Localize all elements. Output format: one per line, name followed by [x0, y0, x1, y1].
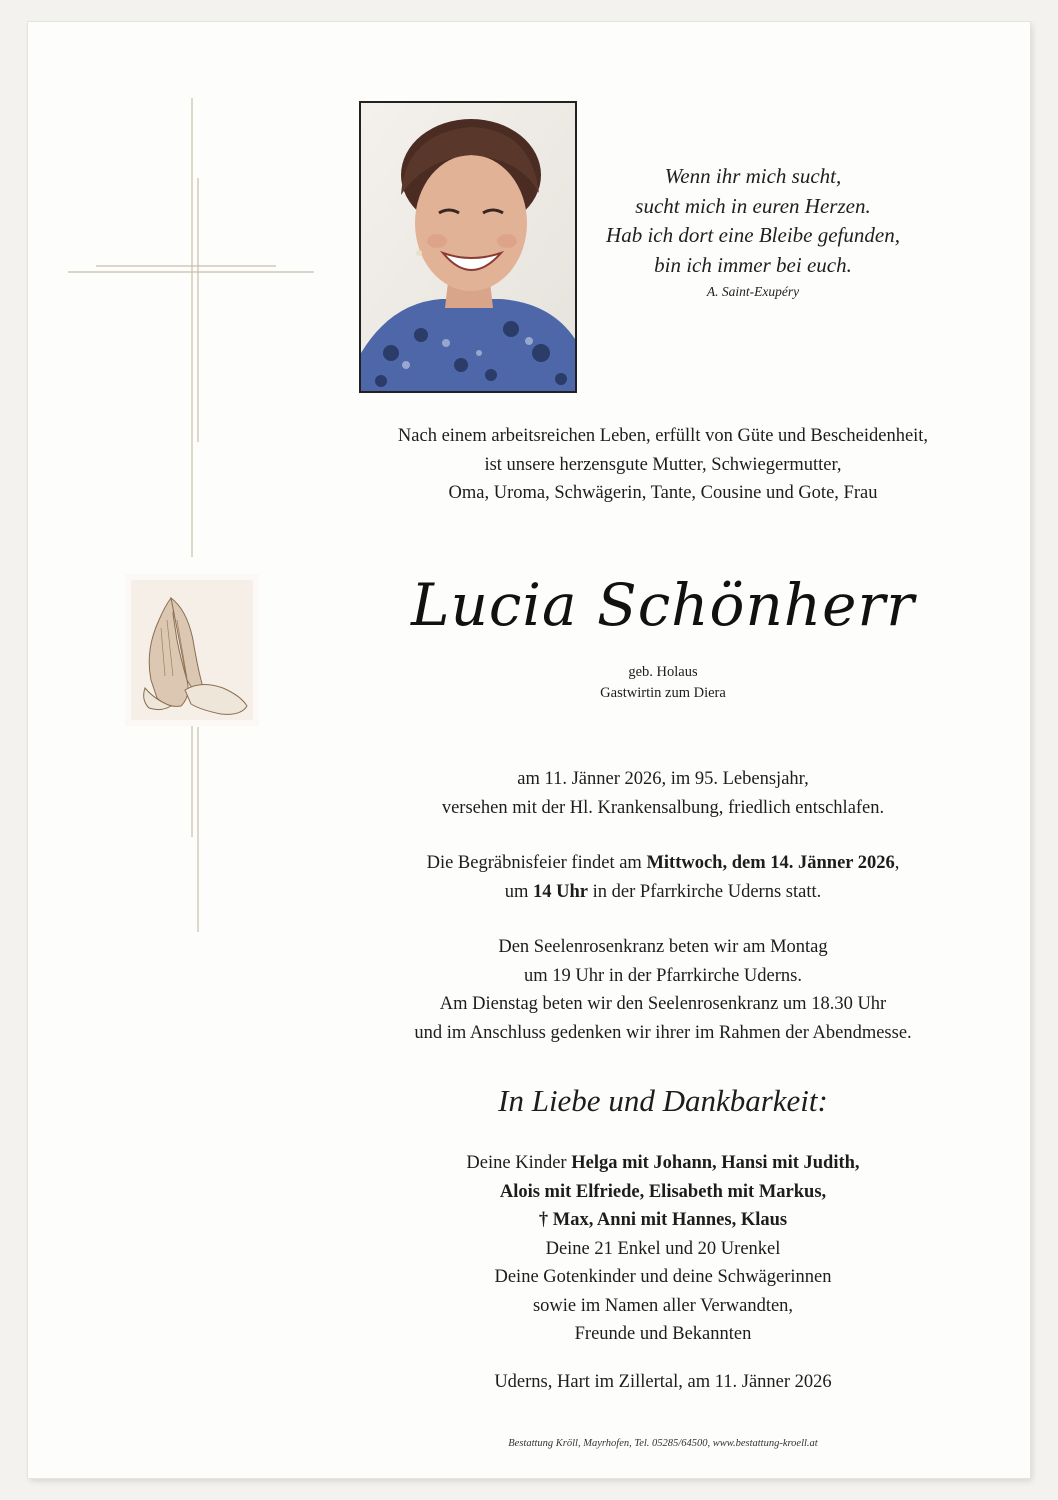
- portrait-photo: [359, 101, 577, 393]
- mourners-list: [318, 1149, 1008, 1349]
- quote-line: sucht mich in euren Herzen.: [635, 193, 871, 218]
- family-text: Deine Kinder: [466, 1153, 572, 1173]
- intro-line: Nach einem arbeitsreichen Leben, erfüllt von Güte und Bescheidenheit,: [397, 426, 929, 446]
- occupation: Gastwirtin zum Diera: [600, 685, 726, 701]
- intro-text: [318, 422, 1008, 508]
- godchildren-line: Deine Gotenkinder und deine Schwägerinnen: [494, 1267, 832, 1287]
- obituary-page: [28, 22, 1030, 1478]
- memorial-quote: [588, 162, 918, 304]
- maiden-name: geb. Holaus: [628, 664, 698, 680]
- deceased-cross-icon: †: [538, 1210, 553, 1230]
- quote-line: Hab ich dort eine Bleibe gefunden,: [606, 223, 900, 247]
- intro-line: ist unsere herzensgute Mutter, Schwiegermutter,: [484, 454, 842, 475]
- quote-line: bin ich immer bei euch.: [654, 252, 852, 277]
- grandchildren-line: Deine 21 Enkel und 20 Urenkel: [545, 1238, 781, 1259]
- funeral-text: in der Pfarrkirche Uderns statt.: [588, 881, 822, 902]
- children-names: Max, Anni mit Hannes, Klaus: [552, 1210, 788, 1230]
- funeral-date: Mittwoch, dem 14. Jänner 2026: [646, 853, 895, 873]
- funeral-text: Die Begräbnisfeier findet am: [426, 853, 647, 873]
- death-date-line: am 11. Jänner 2026, im 95. Lebensjahr,: [517, 769, 809, 789]
- death-sacrament-line: versehen mit der Hl. Krankensalbung, friedlich entschlafen.: [441, 797, 885, 818]
- relatives-line: sowie im Namen aller Verwandten,: [532, 1295, 794, 1316]
- funeral-time-line: [318, 878, 1008, 907]
- children-names: Alois mit Elfriede, Elisabeth mit Markus,: [499, 1181, 827, 1202]
- rosary-line: und im Anschluss gedenken wir ihrer im Rahmen der Abendmesse.: [414, 1022, 912, 1043]
- funeral-time: 14 Uhr: [533, 881, 589, 902]
- quote-line: Wenn ihr mich sucht,: [664, 164, 842, 188]
- funeral-notice: [318, 849, 1008, 906]
- children-line: [318, 1149, 1008, 1178]
- cross-ornament: [28, 22, 358, 962]
- children-line: [318, 1178, 1008, 1207]
- death-notice: [318, 765, 1008, 822]
- thanks-heading: In Liebe und Dankbarkeit:: [498, 1083, 828, 1118]
- quote-author: A. Saint-Exupéry: [706, 284, 800, 299]
- funeral-text: ,: [894, 853, 900, 873]
- rosary-notice: [318, 933, 1008, 1047]
- funeral-date-line: [318, 849, 1008, 878]
- rosary-line: Den Seelenrosenkranz beten wir am Montag: [498, 937, 828, 957]
- deceased-name: Lucia Schönherr: [411, 571, 915, 639]
- friends-line: Freunde und Bekannten: [574, 1324, 752, 1344]
- funeral-text: um: [504, 881, 534, 902]
- intro-line: Oma, Uroma, Schwägerin, Tante, Cousine und Gote, Frau: [448, 483, 878, 503]
- rosary-line: Am Dienstag beten wir den Seelenrosenkranz um 18.30 Uhr: [439, 994, 887, 1014]
- funeral-home-footer: Bestattung Kröll, Mayrhofen, Tel. 05285/64500, www.bestattung-kroell.at: [508, 1438, 818, 1449]
- deceased-details: [318, 662, 1008, 704]
- children-line: [318, 1206, 1008, 1235]
- praying-hands-image: [131, 580, 253, 720]
- place-date: Uderns, Hart im Zillertal, am 11. Jänner 2026: [494, 1372, 832, 1392]
- rosary-line: um 19 Uhr in der Pfarrkirche Uderns.: [524, 965, 802, 986]
- children-names: Helga mit Johann, Hansi mit Judith,: [571, 1153, 860, 1173]
